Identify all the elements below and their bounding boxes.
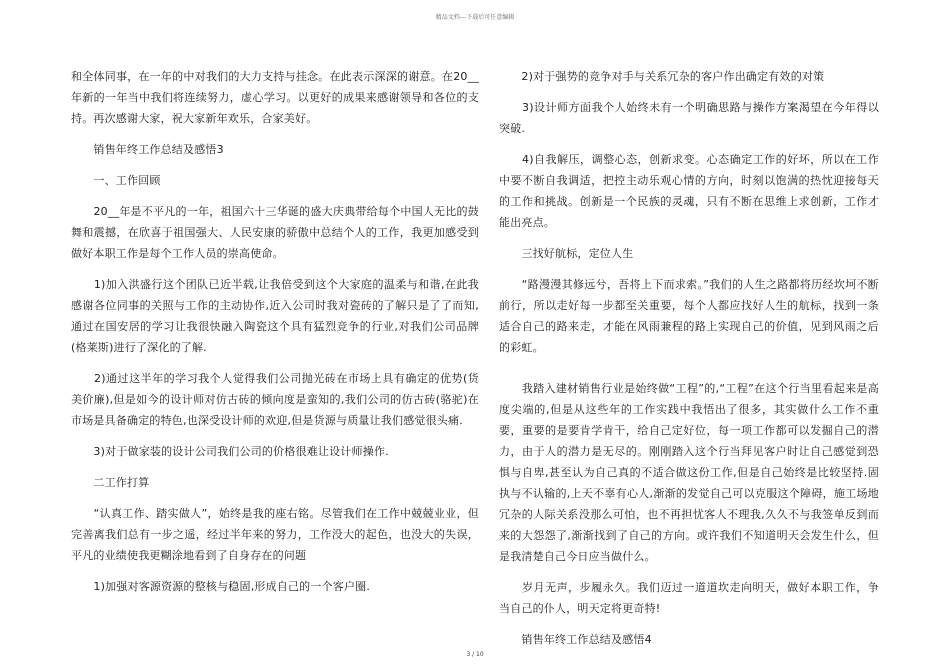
page-number: 3 / 10 [466, 651, 484, 658]
paragraph: 我踏入建材销售行业是始终做“工程”的,“工程”在这个行当里看起来是高度尖端的,但是从这些年的工作实践中我悟出了很多，其实做什么工作不重要，重要的是要肯学肯干，给自己定好位，每一项工作都可以发掘自己的潜力，由于人的潜力是无尽的。刚刚踏入这个行当拜见客户时让自己感觉到恐惧与自卑,甚至认为自己真的不适合做这份工作,但是自己始终是比较坚持.固执与不认输的,上天不辜有心人,渐渐的发觉自己可以克服这个障碍，施工场地冗杂的人际关系没那么可怕，也不再担忧客人不理我,久久不与我签单反到而来的大怨怨了,渐渐找到了自己的方向。或许我们不知道明天会发生什么，但是我清楚自己今日应当做什么。 [499, 382, 879, 563]
right-column [499, 66, 879, 660]
section-heading: 二工作打算 [71, 476, 150, 489]
left-column [71, 66, 479, 607]
section-heading: 三找好航标，定位人生 [499, 247, 634, 260]
paragraph: 4)自我解压，调整心态，创新求变。心态确定工作的好坏，所以在工作中要不断自我调适，把控主动乐观心情的方向，时刻以饱满的热忱迎接每天的工作和挑战。创新是一个民族的灵魂，只有不断在思维上求创新，工作才能出亮点。 [499, 153, 879, 229]
section-title: 销售年终工作总结及感悟3 [71, 143, 224, 156]
paragraph: 3)对于做家装的设计公司我们公司的价格很难让设计师操作. [71, 445, 389, 458]
paragraph: 1)加入洪盛行这个团队已近半载,让我倍受到这个大家庭的温柔与和谐,在此我感谢各位同事的关照与工作的主动协作,近入公司时我对瓷砖的了解只是了了而知,通过在国安居的学习让我很快融入陶瓷这个具有猛烈竞争的行业,对我们公司品牌(格莱斯)进行了深化的了解. [71, 278, 479, 354]
paragraph: 和全体同事，在一年的中对我们的大力支持与挂念。在此表示深深的谢意。在20__年新的一年当中我们将连续努力，虚心学习。以更好的成果来感谢领导和各位的支持。再次感谢大家，祝大家新年欢乐，合家美好。 [71, 70, 479, 125]
paragraph: 20__年是不平凡的一年，祖国六十三华诞的盛大庆典带给每个中国人无比的鼓舞和震撼，在欣喜于祖国强大、人民安康的骄傲中总结个人的工作，我更加感受到做好本职工作是每个工作人员的崇高使命。 [71, 205, 479, 260]
paragraph: 1)加强对客源资源的整核与稳固,形成自己的一个客户圈. [71, 580, 371, 593]
paragraph: “路漫漫其修远兮，吾将上下而求索。”我们的人生之路都将历经坎坷不断前行，所以走好每一步都至关重要，每个人都应找好人生的航标，找到一条适合自己的路来走，才能在风雨兼程的路上实现自己的价值，见到风雨之后的彩虹。 [499, 278, 879, 354]
paragraph: 3)设计师方面我个人始终未有一个明确思路与操作方案渴望在今年得以突破. [499, 101, 879, 135]
page-header: 精品文档---下载后可任意编辑 [435, 14, 515, 21]
paragraph: 2)通过这半年的学习我个人觉得我们公司抛光砖在市场上具有确定的优势(货美价廉),但是如今的设计师对仿古砖的倾向度是蛮知的,我们公司的仿古砖(骆驼)在市场是具备确定的特色,也深受设计师的欢迎,但是货源与质量让我们感觉很头痛. [71, 372, 479, 427]
paragraph: “认真工作、踏实做人”，始终是我的座右铭。尽管我们在工作中兢兢业业，但完善离我们总有一步之遥，经过半年来的努力，工作没大的起色，也没大的失误，平凡的业绩使我更糊涂地看到了自身存在的问题 [71, 507, 479, 562]
section-title: 销售年终工作总结及感悟4 [499, 633, 652, 646]
section-heading: 一、工作回顾 [71, 174, 161, 187]
paragraph: 2)对于强势的竞争对手与关系冗杂的客户作出确定有效的对策 [499, 70, 825, 83]
paragraph: 岁月无声，步履永久。我们迈过一道道坎走向明天，做好本职工作，争当自己的仆人，明天定将更奇特! [499, 581, 879, 615]
